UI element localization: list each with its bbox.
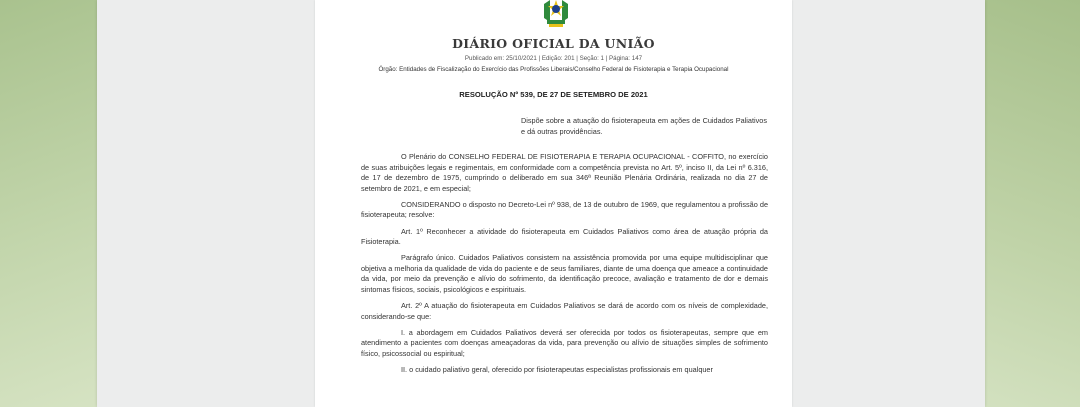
paragraph-inciso-2: II. o cuidado paliativo geral, oferecido por fisioterapeutas especialistas profissionais em qualquer bbox=[401, 365, 713, 375]
issuing-organ: Órgão: Entidades de Fiscalização do Exercício das Profissões Liberais/Conselho Federal de Fisioterapia e Terapia Ocupacional bbox=[378, 66, 729, 73]
brazil-coat-of-arms-icon bbox=[541, 0, 571, 28]
paragraph-art-1: Art. 1º Reconhecer a atividade do fisioterapeuta em Cuidados Paliativos como área de atuação própria da Fisioterapia. bbox=[361, 226, 768, 247]
gazette-title: DIÁRIO OFICIAL DA UNIÃO bbox=[452, 36, 655, 51]
paragraph-preamble: O Plenário do CONSELHO FEDERAL DE FISIOTERAPIA E TERAPIA OCUPACIONAL - COFFITO, no exercício de suas atribuições legais e regimentais, em conformidade com a competência prevista no Art. 5º, inciso II, da Lei nº 6.316, de 17 de dezembro de 1975, cumprindo o deliberado em sua 346ª Reunião Plenária Ordinária, realizada no dia 27 de setembro de 2021, e em especial; bbox=[361, 152, 768, 193]
paragraph-unico: Parágrafo único. Cuidados Paliativos consistem na assistência promovida por uma equipe multidisciplinar que objetiva a melhoria da qualidade de vida do paciente e de seus familiares, diante de uma doença que ameace a continuidade da vida, por meio da prevenção e alívio do sofrimento, da identificação precoce, avaliação e tratamento de dor e demais sintomas físicos, sociais, psicológicos e espirituais. bbox=[361, 253, 768, 295]
resolution-title: RESOLUÇÃO Nº 539, DE 27 DE SETEMBRO DE 2021 bbox=[459, 90, 648, 99]
background-right-panel bbox=[975, 0, 1080, 407]
resolution-body bbox=[361, 152, 768, 381]
paragraph-inciso-1: I. a abordagem em Cuidados Paliativos deverá ser oferecida por todos os fisioterapeutas, sempre que em atendimento a pacientes com doenças ameaçadoras da vida, para prevenção ou alívio de situações simples de sofrimento físico, psicossocial ou espiritual; bbox=[361, 327, 768, 358]
resolution-summary: Dispõe sobre a atuação do fisioterapeuta em ações de Cuidados Paliativos e dá outras providências. bbox=[521, 116, 767, 136]
background-left-panel bbox=[0, 0, 105, 407]
publication-meta: Publicado em: 25/10/2021 | Edição: 201 | Seção: 1 | Página: 147 bbox=[464, 55, 643, 62]
paragraph-considerando: CONSIDERANDO o disposto no Decreto-Lei nº 938, de 13 de outubro de 1969, que regulamentou a profissão de fisioterapeuta; resolve: bbox=[361, 199, 768, 220]
paragraph-art-2: Art. 2º A atuação do fisioterapeuta em Cuidados Paliativos se dará de acordo com os níveis de complexidade, considerando-se que: bbox=[361, 301, 768, 321]
